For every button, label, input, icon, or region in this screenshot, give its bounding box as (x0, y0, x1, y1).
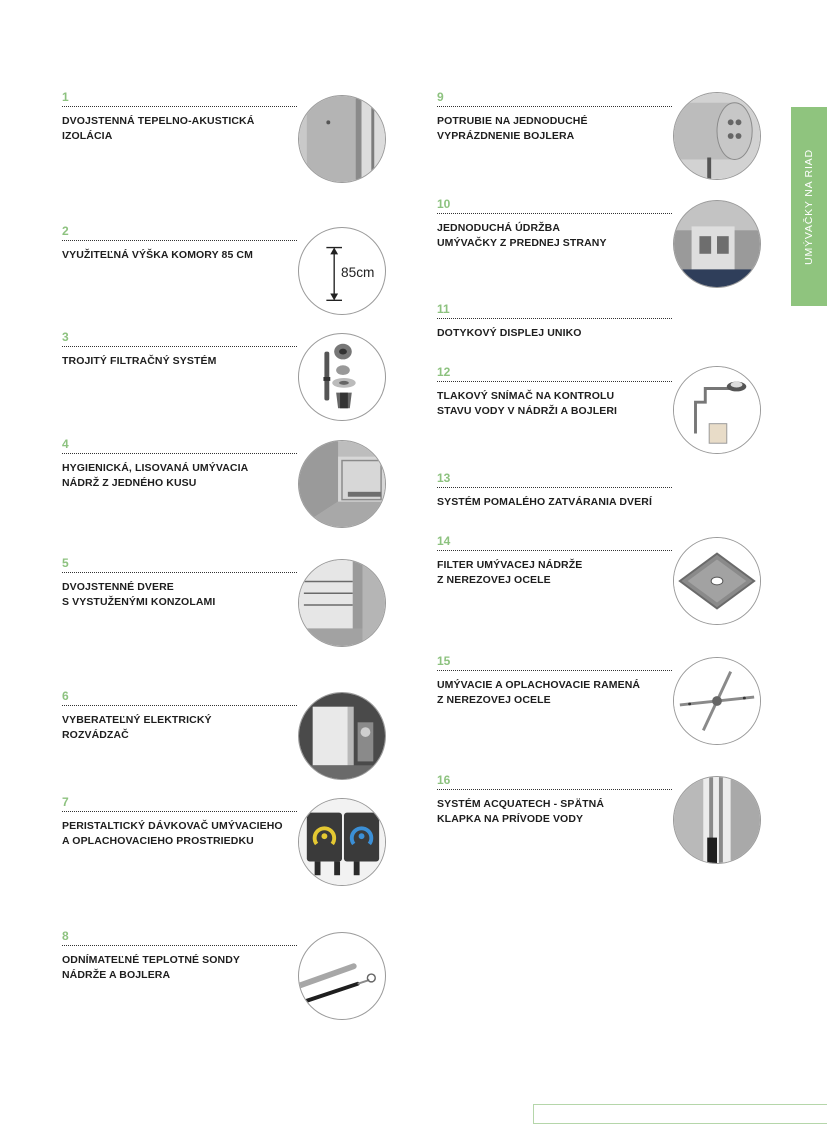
feature-number: 1 (62, 90, 69, 104)
feature-11 (437, 303, 672, 341)
feature-number: 10 (437, 197, 451, 211)
feature-title: HYGIENICKÁ, LISOVANÁ UMÝVACIA NÁDRŽ Z JEDNÉHO KUSU (62, 462, 249, 489)
dotted-divider (62, 106, 297, 107)
tank-filter-icon (673, 537, 761, 625)
electric-panel-icon (298, 692, 386, 780)
dotted-divider (437, 213, 672, 214)
dotted-divider (437, 789, 672, 790)
feature-title: SYSTÉM POMALÉHO ZATVÁRANIA DVERÍ (437, 496, 652, 508)
dotted-divider (62, 705, 297, 706)
feature-number: 14 (437, 534, 451, 548)
feature-10 (437, 198, 672, 250)
feature-title: DVOJSTENNÁ TEPELNO-AKUSTICKÁ IZOLÁCIA (62, 115, 255, 142)
check-valve-icon (673, 776, 761, 864)
feature-title: JEDNODUCHÁ ÚDRŽBA UMÝVAČKY Z PREDNEJ STRANY (437, 222, 607, 249)
feature-number: 12 (437, 365, 451, 379)
feature-9 (437, 91, 672, 143)
feature-title: TLAKOVÝ SNÍMAČ NA KONTROLU STAVU VODY V NÁDRŽI A BOJLERI (437, 390, 618, 417)
feature-number: 16 (437, 773, 451, 787)
peristaltic-pump-icon (298, 798, 386, 886)
feature-3 (62, 331, 297, 369)
feature-12 (437, 366, 672, 418)
feature-number: 11 (437, 302, 450, 316)
dotted-divider (62, 240, 297, 241)
wash-tank-icon (298, 440, 386, 528)
dotted-divider (437, 670, 672, 671)
feature-6 (62, 690, 297, 742)
dotted-divider (62, 346, 297, 347)
feature-8 (62, 930, 297, 982)
temperature-probe-icon (298, 932, 386, 1020)
feature-title: VYUŽITEĽNÁ VÝŠKA KOMORY 85 CM (62, 249, 253, 261)
feature-4 (62, 438, 297, 490)
feature-7 (62, 796, 297, 848)
feature-15 (437, 655, 672, 707)
feature-number: 5 (62, 556, 69, 570)
dotted-divider (62, 453, 297, 454)
feature-number: 3 (62, 330, 69, 344)
feature-number: 4 (62, 437, 69, 451)
height-label: 85cm (341, 264, 375, 280)
insulated-wall-icon (298, 95, 386, 183)
feature-number: 8 (62, 929, 69, 943)
feature-title: VYBERATEĽNÝ ELEKTRICKÝ ROZVÁDZAČ (62, 714, 212, 741)
dotted-divider (437, 106, 672, 107)
feature-number: 9 (437, 90, 444, 104)
feature-number: 15 (437, 654, 451, 668)
feature-title: DOTYKOVÝ DISPLEJ UNIKO (437, 327, 582, 339)
dotted-divider (62, 811, 297, 812)
feature-title: SYSTÉM ACQUATECH - SPÄTNÁ KLAPKA NA PRÍVODE VODY (437, 798, 605, 825)
feature-title: FILTER UMÝVACEJ NÁDRŽE Z NEREZOVEJ OCELE (437, 559, 583, 586)
feature-2 (62, 225, 297, 263)
dotted-divider (437, 487, 672, 488)
dotted-divider (437, 550, 672, 551)
dotted-divider (62, 945, 297, 946)
feature-number: 6 (62, 689, 69, 703)
feature-16 (437, 774, 672, 826)
feature-number: 2 (62, 224, 69, 238)
front-maintenance-icon (673, 200, 761, 288)
door-brackets-icon (298, 559, 386, 647)
dotted-divider (62, 572, 297, 573)
height-dimension-icon (298, 227, 386, 315)
feature-14 (437, 535, 672, 587)
feature-title: TROJITÝ FILTRAČNÝ SYSTÉM (62, 355, 217, 367)
feature-number: 7 (62, 795, 69, 809)
feature-1 (62, 91, 297, 143)
side-tab-label: UMÝVAČKY NA RIAD (803, 148, 815, 265)
boiler-pipe-icon (673, 92, 761, 180)
filter-parts-icon (298, 333, 386, 421)
feature-title: POTRUBIE NA JEDNODUCHÉ VYPRÁZDNENIE BOJLERA (437, 115, 588, 142)
feature-13 (437, 472, 672, 510)
spray-arms-icon (673, 657, 761, 745)
feature-title: ODNÍMATEĽNÉ TEPLOTNÉ SONDY NÁDRŽE A BOJLERA (62, 954, 240, 981)
feature-title: PERISTALTICKÝ DÁVKOVAČ UMÝVACIEHO A OPLACHOVACIEHO PROSTRIEDKU (62, 820, 283, 847)
feature-title: UMÝVACIE A OPLACHOVACIE RAMENÁ Z NEREZOVEJ OCELE (437, 679, 641, 706)
dotted-divider (437, 381, 672, 382)
feature-title: DVOJSTENNÉ DVERE S VYSTUŽENÝMI KONZOLAMI (62, 581, 216, 608)
feature-5 (62, 557, 297, 609)
page-number-box (533, 1104, 827, 1124)
feature-number: 13 (437, 471, 451, 485)
dotted-divider (437, 318, 672, 319)
pressure-sensor-icon (673, 366, 761, 454)
side-tab (791, 107, 827, 306)
